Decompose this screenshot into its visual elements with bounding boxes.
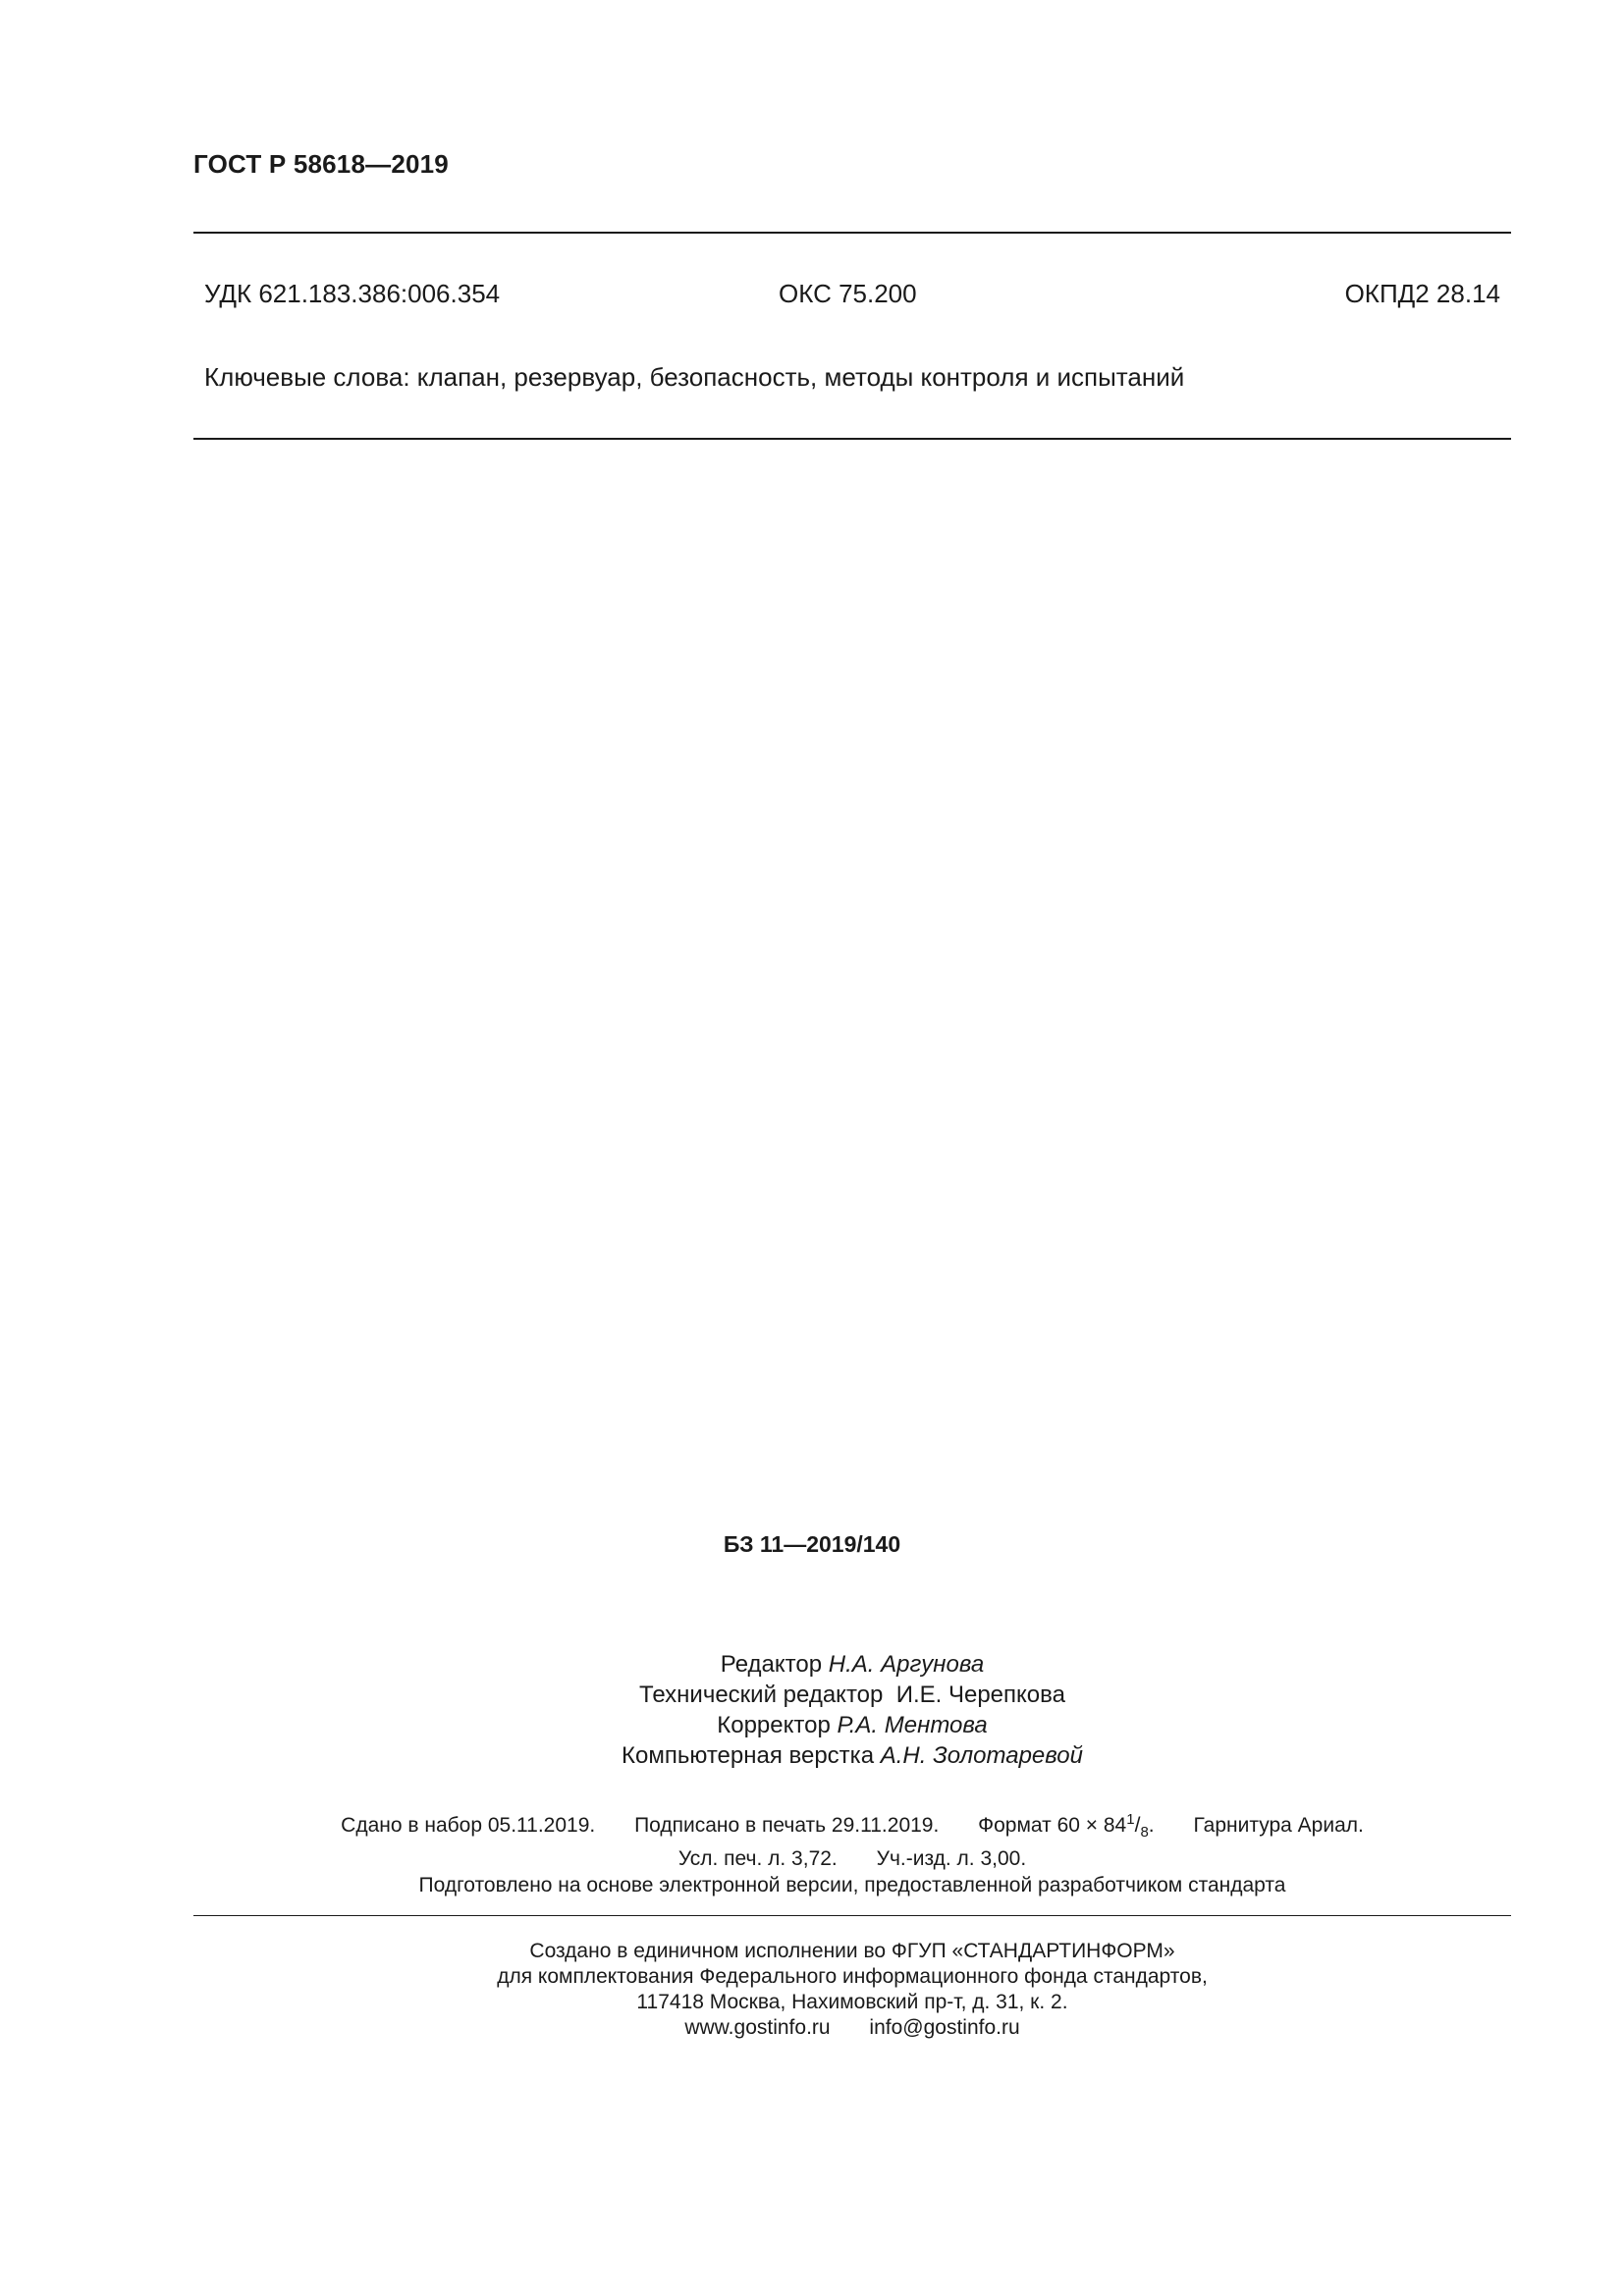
typeset-date: Сдано в набор 05.11.2019.: [341, 1814, 596, 1837]
credits-block: [0, 1649, 1624, 1771]
imprint-line-1: [0, 1806, 1624, 1845]
okpd-code: ОКПД2 28.14: [1344, 279, 1500, 308]
footer-divider: [193, 1915, 1511, 1916]
imprint-block: [0, 1806, 1624, 1898]
editor-role: Редактор: [720, 1651, 823, 1678]
prepared-note: Подготовлено на основе электронной версии, предоставленной разработчиком стандарта: [418, 1874, 1286, 1896]
oks-code: ОКС 75.200: [779, 279, 917, 308]
standard-number: ГОСТ Р 58618—2019: [193, 149, 449, 179]
format-slash: /: [1134, 1814, 1141, 1837]
format-end: .: [1148, 1814, 1155, 1837]
format-denominator: 8: [1140, 1824, 1149, 1841]
tech-editor-role: Технический редактор: [639, 1682, 884, 1708]
format-prefix: Формат 60 × 84: [978, 1814, 1127, 1837]
keywords: Ключевые слова: клапан, резервуар, безопасность, методы контроля и испытаний: [204, 362, 1185, 392]
footer-contacts: [0, 2015, 1624, 2041]
corrector-role: Корректор: [717, 1712, 831, 1738]
top-divider: [193, 232, 1511, 234]
publisher-footer: [0, 1939, 1624, 2041]
pub-sheets: Уч.-изд. л. 3,00.: [876, 1847, 1027, 1870]
signed-date: Подписано в печать 29.11.2019.: [634, 1814, 940, 1837]
editor-name: Н.А. Аргунова: [828, 1651, 985, 1678]
layout-line: [0, 1740, 1624, 1771]
keywords-divider: [193, 438, 1511, 440]
footer-line-1: Создано в единичном исполнении во ФГУП «СТАНДАРТИНФОРМ»: [529, 1940, 1175, 1962]
email-link[interactable]: info@gostinfo.ru: [869, 2016, 1020, 2039]
editor-line: [0, 1649, 1624, 1680]
typeface: Гарнитура Ариал.: [1193, 1814, 1364, 1837]
imprint-line-2: [0, 1845, 1624, 1872]
paper-format: [978, 1811, 1155, 1841]
corrector-line: [0, 1710, 1624, 1740]
website-link[interactable]: www.gostinfo.ru: [684, 2016, 831, 2039]
udk-code: УДК 621.183.386:006.354: [204, 279, 501, 308]
layout-name: А.Н. Золотаревой: [880, 1742, 1083, 1769]
footer-address: 117418 Москва, Нахимовский пр-т, д. 31, к. 2.: [636, 1991, 1068, 2013]
format-numerator: 1: [1126, 1811, 1135, 1828]
tech-editor-name: И.Е. Черепкова: [895, 1682, 1065, 1708]
corrector-name: Р.А. Ментова: [837, 1712, 988, 1738]
bz-code: БЗ 11—2019/140: [723, 1531, 901, 1557]
footer-line-2: для комплектования Федерального информационного фонда стандартов,: [497, 1965, 1208, 1988]
tech-editor-line: [0, 1680, 1624, 1710]
print-sheets: Усл. печ. л. 3,72.: [677, 1847, 838, 1870]
layout-role: Компьютерная верстка: [622, 1742, 875, 1769]
